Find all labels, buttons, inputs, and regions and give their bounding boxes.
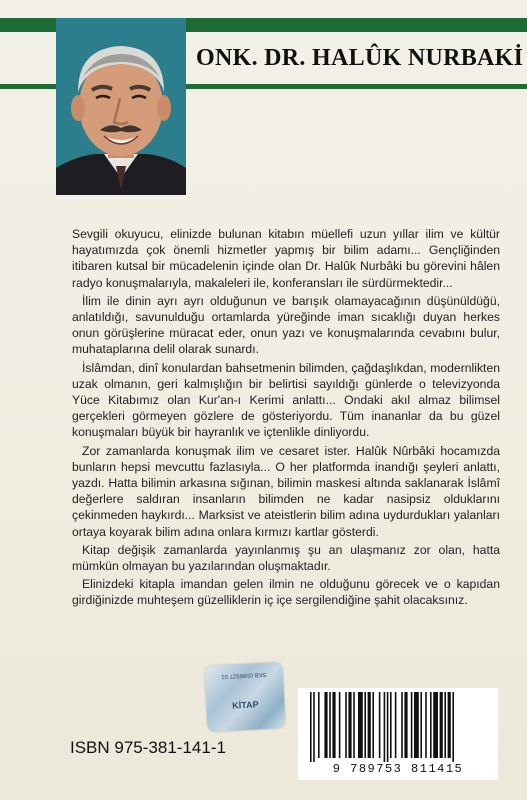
barcode-bar bbox=[329, 692, 331, 758]
barcode-bar bbox=[384, 692, 386, 762]
blurb-paragraph: İslâmdan, dinî konulardan bahsetmenin bilimden, çağdaşlıkdan, modernlikten uzak olmanın, geri kalmışlığın bir belirtisi sayıldığı günlerde o televizyonda Yüce Kitabımız olan Kur'an-ı Kerimi anlattı... Ondaki akıl almaz bilimsel gerçekleri görmeyen gözlere de gösteriyordu. Tüm inananlar da bu güzel konuşmaları büyük bir hayranlık ve içtenlikle dinliyordu. bbox=[72, 360, 500, 440]
blurb-paragraph: Elinizdeki kitapla imandan gelen ilmin ne olduğunu görecek ve o kapıdan girdiğinizde muhteşem güzelliklerin iç içe sergilendiğine şahit olacaksınız. bbox=[72, 577, 500, 608]
barcode-bar bbox=[339, 692, 341, 758]
barcode-bar bbox=[364, 692, 366, 758]
barcode-bar bbox=[440, 692, 443, 758]
author-name: ONK. DR. HALÛK NURBAKİ bbox=[196, 45, 524, 71]
barcode-bar bbox=[379, 692, 381, 758]
barcode-bar bbox=[420, 692, 422, 758]
barcode-bar bbox=[390, 692, 392, 758]
barcode-bar bbox=[448, 692, 451, 758]
barcode-bar bbox=[348, 692, 351, 758]
barcode-bar bbox=[324, 692, 327, 758]
isbn-number: ISBN 975-381-141-1 bbox=[70, 738, 226, 757]
blurb-paragraph: İlim ile dinin ayrı ayrı olduğunun ve barışık olamayacağının düşünüldüğü, anlatıldığı, savunulduğu ortamlarda yüreğinde iman sıcaklığı duyan herkes onun görüşlerine müracat eder, onun yazı ve konuşmalarında cevabını bulur, muhataplarına delil olarak sunardı. bbox=[72, 293, 500, 357]
barcode-bar bbox=[395, 692, 397, 758]
barcode-bar bbox=[433, 692, 438, 758]
barcode-bar bbox=[425, 692, 427, 758]
blurb-paragraph: Kitap değişik zamanlarda yayınlanmış şu an ulaşmanız zor olan, hatta mümkün olmayan bu yazılarından oluşmaktadır. bbox=[72, 542, 500, 574]
blurb-paragraph: Zor zamanlarda konuşmak ilim ve cesaret ister. Halûk Nûrbâki hocamızda bunların hepsi mevcuttu fazlasıyla... O her platformda inandığı şeyleri anlattı, yazdı. Hatta bilimin arkasına sığınan, bilimin maskesi altında saklanarak İslâmî değerlere saldıran insanların bilimden ne kadar nasipsiz olduklarını çekinmeden haykırdı... Marksist ve ateistlerin bilim adına uydurdukları yalanları ortaya koyarak bilim adına onlara kırmızı kartlar gösterdi. bbox=[72, 443, 500, 539]
barcode-bar bbox=[444, 692, 446, 758]
barcode-icon bbox=[298, 688, 498, 762]
author-photo-icon bbox=[56, 18, 186, 195]
author-portrait bbox=[56, 18, 186, 195]
barcode bbox=[298, 688, 498, 780]
blurb-text bbox=[72, 226, 500, 611]
barcode-bar bbox=[401, 692, 403, 758]
barcode-digits: 9 789753 811415 bbox=[332, 762, 464, 776]
barcode-bar bbox=[310, 692, 312, 762]
barcode-bar bbox=[318, 692, 320, 758]
barcode-bar bbox=[345, 692, 347, 758]
barcode-bar bbox=[430, 692, 432, 758]
barcode-bar bbox=[414, 692, 419, 758]
sticker-label: KİTAP bbox=[232, 699, 259, 711]
sticker-code: SKB 0586927 01 bbox=[221, 670, 267, 680]
hologram-sticker-icon bbox=[204, 662, 285, 732]
barcode-bar bbox=[313, 692, 315, 762]
barcode-bar bbox=[358, 692, 363, 758]
barcode-bar bbox=[452, 692, 454, 762]
barcode-bar bbox=[387, 692, 389, 762]
barcode-bar bbox=[368, 692, 371, 758]
barcode-bar bbox=[332, 692, 335, 758]
barcode-bar bbox=[404, 692, 407, 758]
blurb-paragraph: Sevgili okuyucu, elinizde bulunan kitabın müellefi uzun yıllar ilim ve kültür hayatımızda çok önemli hizmetler yapmış bir bilim adamı... Gençliğinden itibaren kutsal bir mücadelenin içinde olan Dr. Halûk Nurbâki bu görevini hâlen radyo konuşmalarıyla, makaleleri ile, konferansları ile sürdürmektedir... bbox=[72, 227, 500, 290]
barcode-bar bbox=[372, 692, 374, 758]
barcode-bar bbox=[353, 692, 355, 758]
barcode-bar bbox=[411, 692, 413, 758]
